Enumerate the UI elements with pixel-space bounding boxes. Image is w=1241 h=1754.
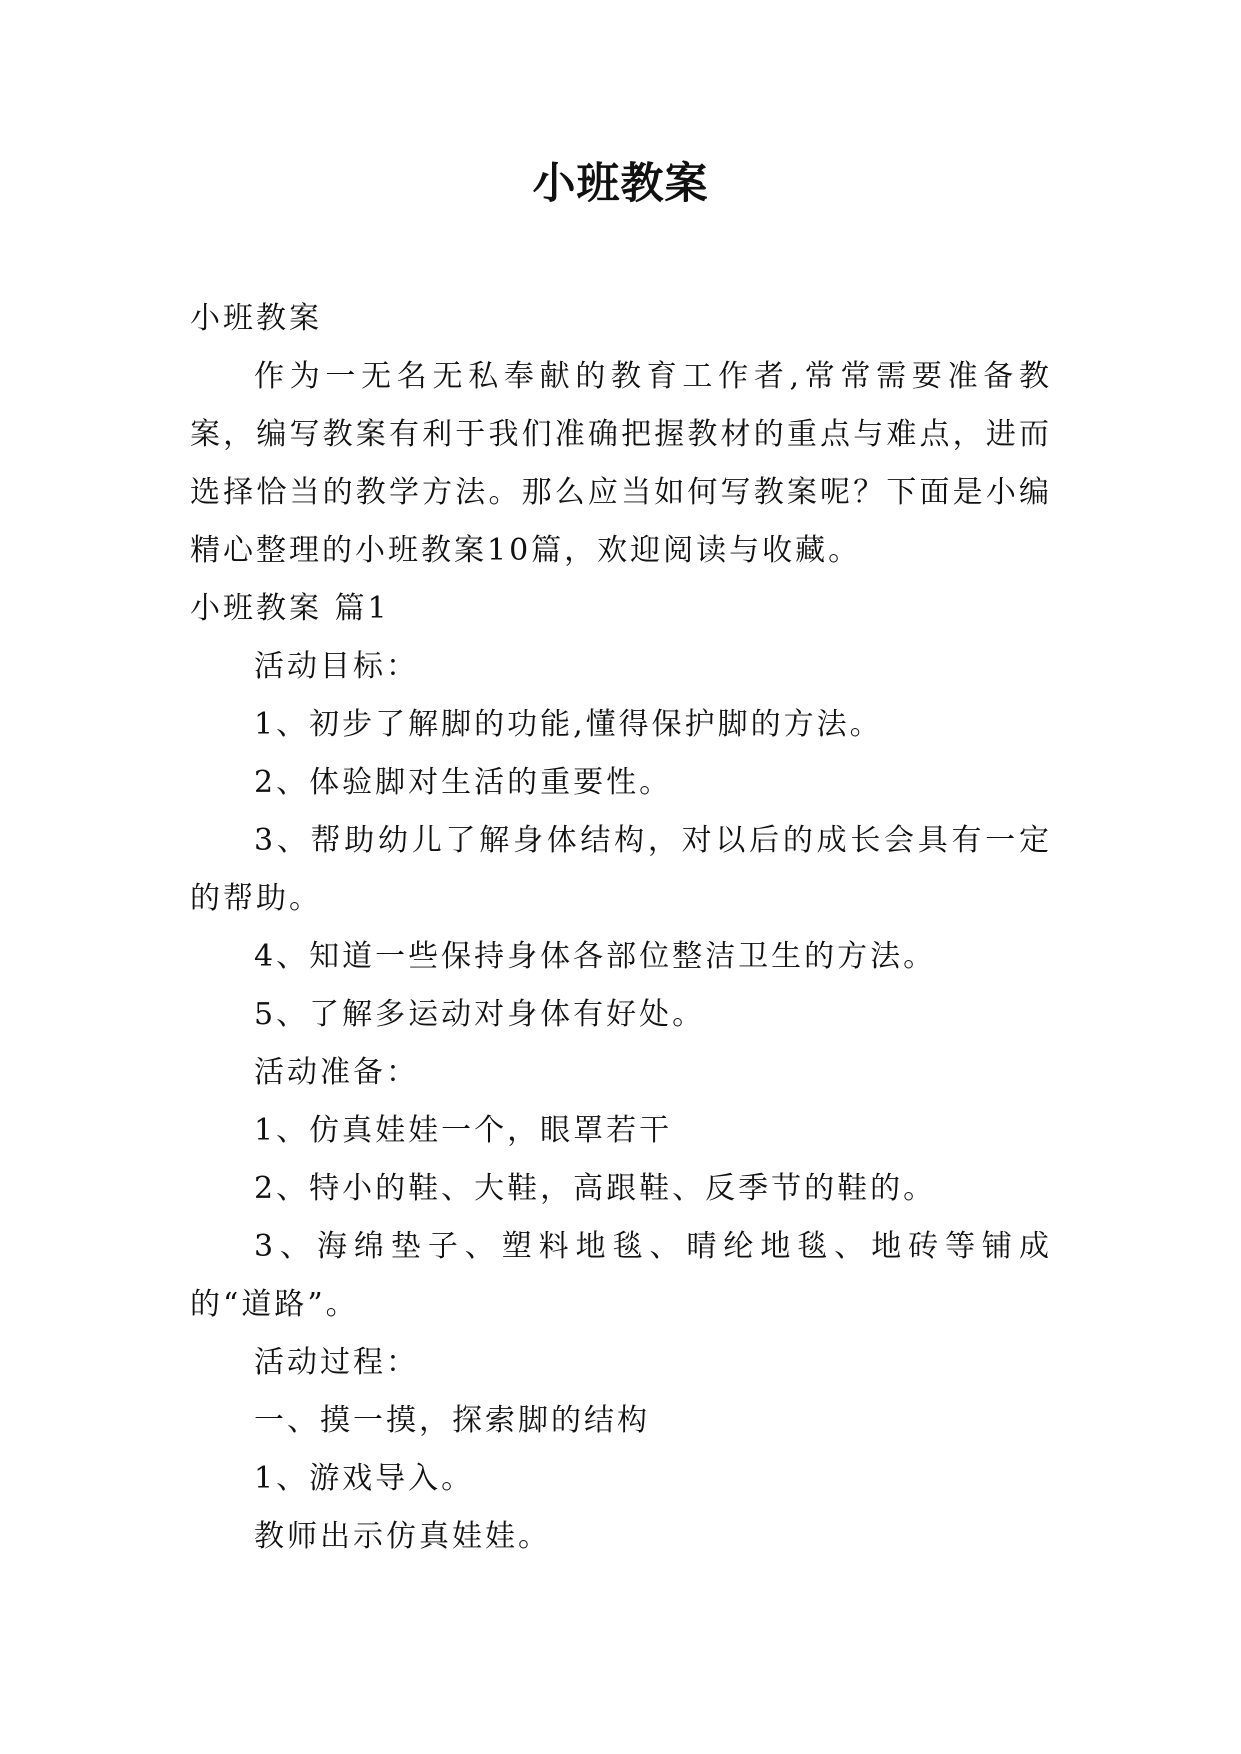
- list-item: 1、仿真娃娃一个，眼罩若干: [254, 1113, 673, 1148]
- list-item: 4、知道一些保持身体各部位整洁卫生的方法。: [254, 939, 937, 974]
- step-heading: 一、摸一摸，探索脚的结构: [254, 1403, 650, 1438]
- list-item: 3、帮助幼儿了解身体结构，对以后的成长会具有一定的帮助。: [190, 823, 1052, 916]
- body-paragraph: 教师出示仿真娃娃。: [254, 1519, 551, 1554]
- list-item: 2、体验脚对生活的重要性。: [254, 765, 673, 800]
- document-title: 小班教案: [532, 159, 709, 209]
- subheading-goals: 活动目标：: [254, 649, 419, 684]
- intro-paragraph: 作为一无名无私奉献的教育工作者,常常需要准备教案，编写教案有利于我们准确把握教材的重点与难点，进而选择恰当的教学方法。那么应当如何写教案呢？下面是小编精心整理的小班教案10篇，欢迎阅读与收藏。: [190, 359, 1052, 568]
- list-item: 3、海绵垫子、塑料地毯、晴纶地毯、地砖等铺成的“道路”。: [190, 1229, 1052, 1322]
- subheading-process: 活动过程：: [254, 1345, 419, 1380]
- document-body: [190, 290, 1052, 1566]
- section-heading: 小班教案: [190, 301, 322, 336]
- chapter-heading: 小班教案 篇1: [190, 591, 390, 626]
- list-item: 2、特小的鞋、大鞋，高跟鞋、反季节的鞋的。: [254, 1171, 937, 1206]
- subheading-prep: 活动准备：: [254, 1055, 419, 1090]
- list-item: 5、了解多运动对身体有好处。: [254, 997, 706, 1032]
- list-item: 1、游戏导入。: [254, 1461, 475, 1496]
- list-item: 1、初步了解脚的功能,懂得保护脚的方法。: [254, 707, 883, 742]
